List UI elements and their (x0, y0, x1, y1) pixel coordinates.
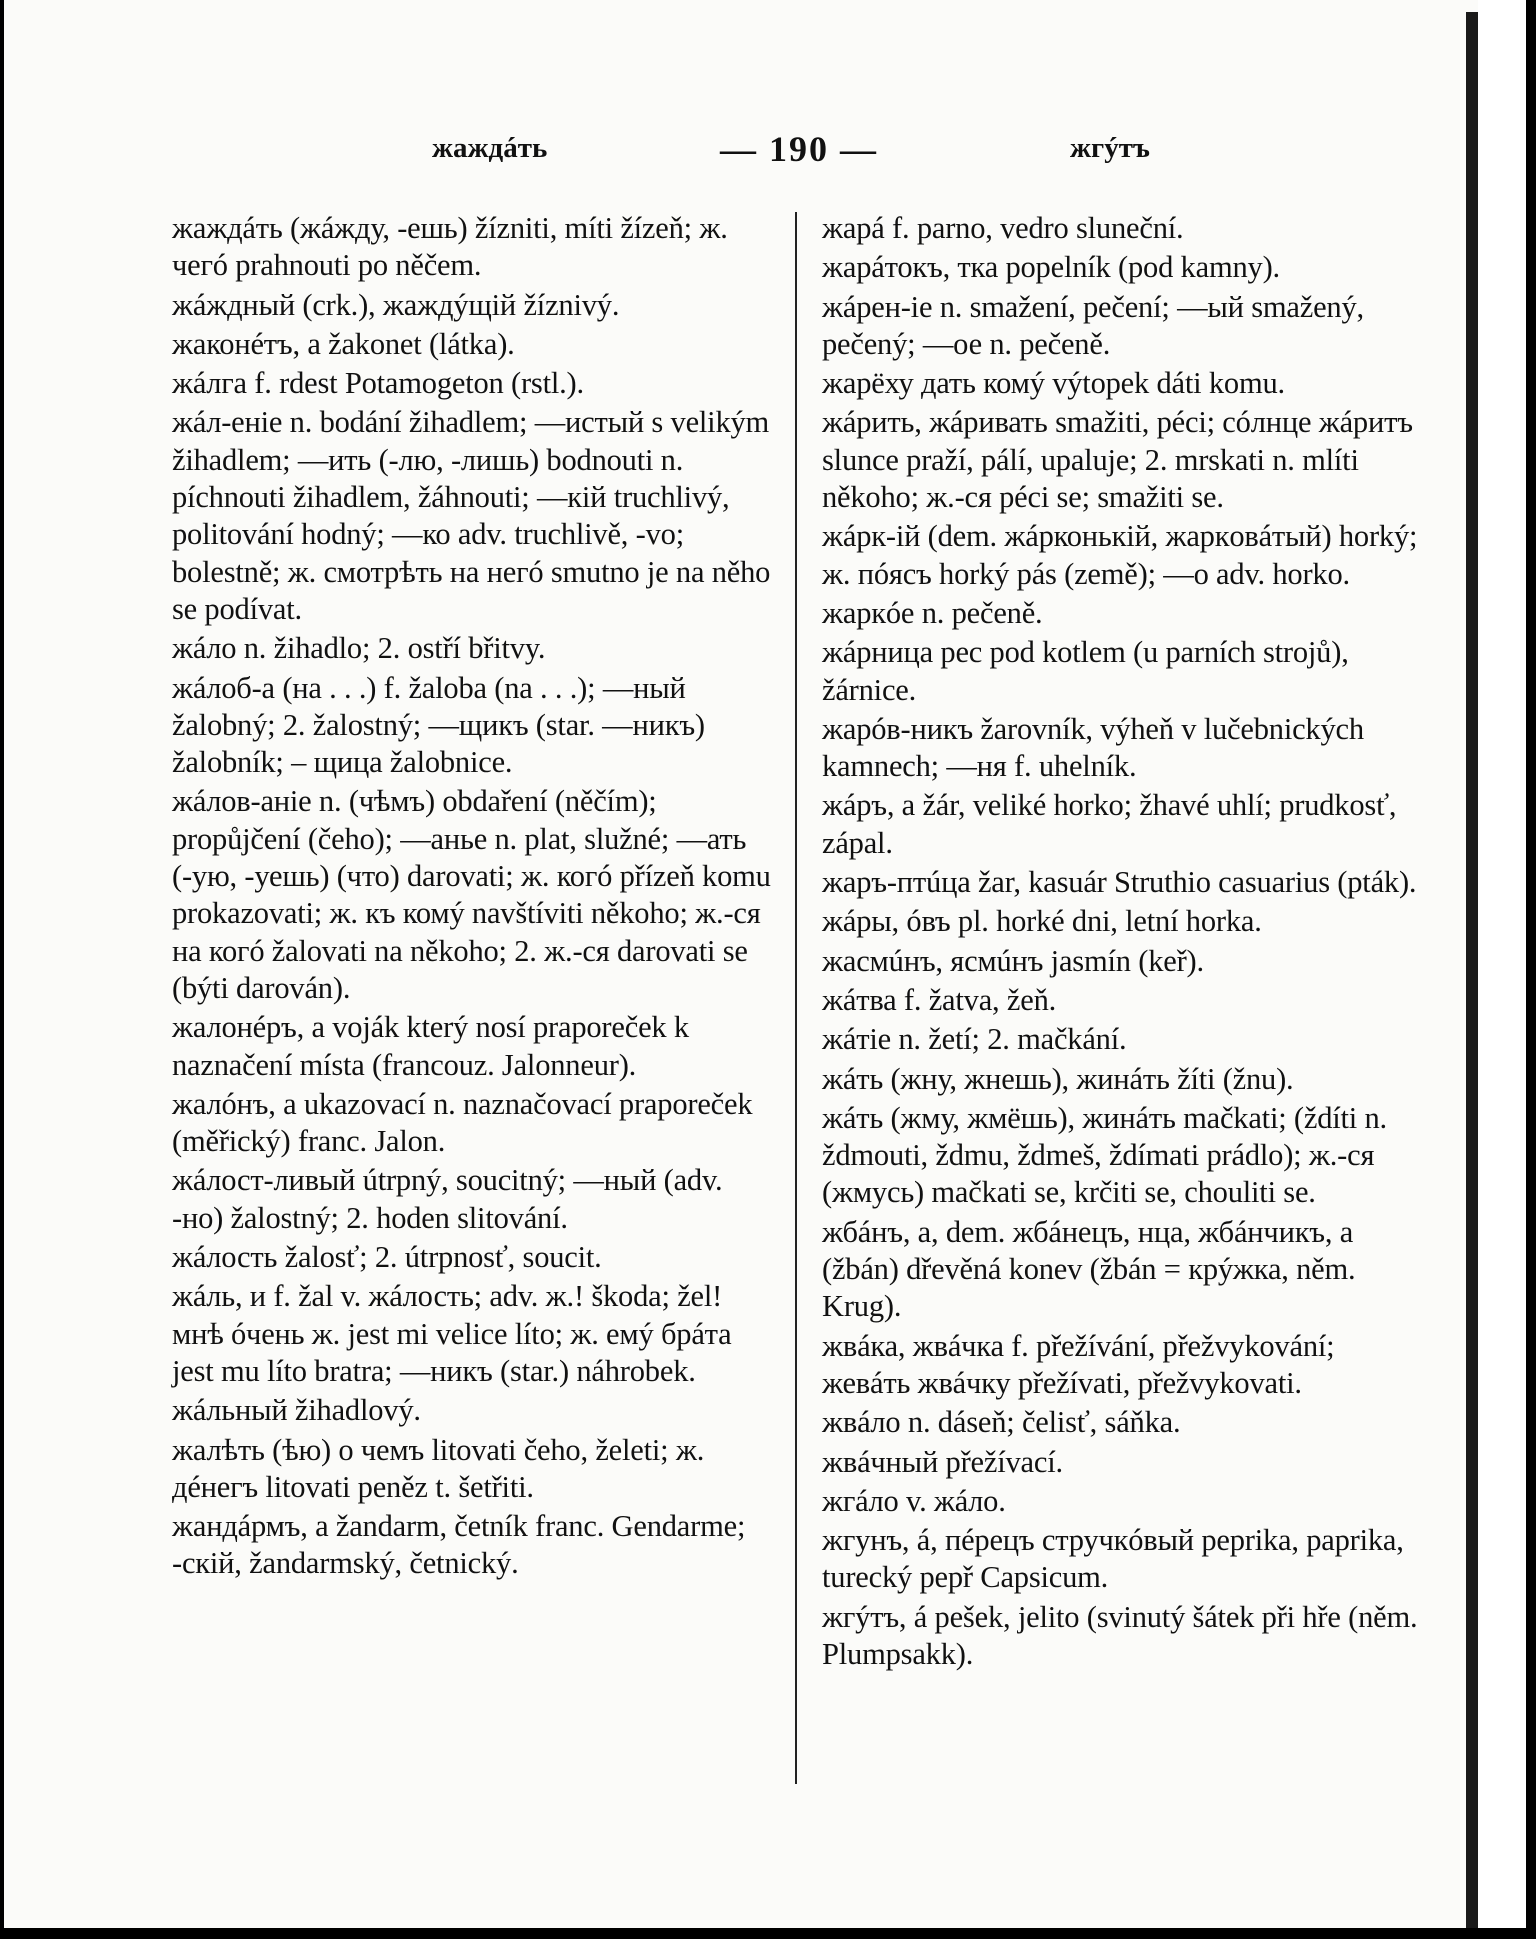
dictionary-entry: жáль, и f. žal v. жáлость; adv. ж.! škoda; žel! мнѣ óчень ж. jest mi velice líto; ж. емý брáта jest mu líto bratra; —никъ (star.) náhrobek. (172, 1279, 732, 1388)
dictionary-entry: жбáнъ, а, dem. жбáнецъ, нца, жбáнчикъ, а (žbán) dřevěná konev (žbán = крýжка, něm. Krug). (822, 1214, 1356, 1324)
dictionary-entry: жáрен-іе n. smažení, pečení; —ый smažený, pečený; —ое n. pečeně. (822, 289, 1364, 361)
dictionary-entry: жаконéтъ, а žakonet (látka). (172, 326, 515, 361)
dictionary-entry: жвáка, жвáчка f. přežívání, přežvykování; жевáть жвáчку přežívati, přežvykovati. (822, 1328, 1335, 1400)
dictionary-entry: жаръ-птúца žar, kasuár Struthio casuarius (pták). (822, 865, 1417, 900)
dictionary-entry: жáть (жну, жнешь), жинáть žíti (žnu). (822, 1061, 1294, 1096)
dictionary-entry: жгáло v. жáло. (822, 1483, 1006, 1518)
dictionary-entry: жáтіе n. žetí; 2. mačkání. (822, 1022, 1127, 1057)
dictionary-entry: жгунъ, á, пéрецъ стручкóвый peprika, paprika, turecký pepř Capsicum. (822, 1523, 1404, 1595)
right-column (822, 210, 1422, 1675)
running-header (4, 120, 1524, 180)
page-edge-shadow (1466, 12, 1478, 1928)
dictionary-entry: жаркóе n. pečeně. (822, 595, 1043, 630)
dictionary-page (4, 0, 1526, 1928)
dictionary-entry: жарóв-никъ žarovník, výheň v lučebnických kamnech; —ня f. uhelník. (822, 711, 1364, 784)
dictionary-entry: жарáтокъ, тка popelník (pod kamny). (822, 250, 1280, 285)
dictionary-entry: жáръ, а žár, veliké horko; žhavé uhlí; prudkosť, zápal. (822, 788, 1397, 860)
dictionary-entry: жалóнъ, а ukazovací n. naznačovací praporeček (měřický) franc. Jalon. (172, 1086, 753, 1159)
dictionary-entry: жалонéръ, а voják který nosí praporeček k naznačení místa (francouz. Jalonneur). (172, 1010, 689, 1082)
dictionary-entry: жáлост-ливый útrpný, soucitný; —ный (adv. -но) žalostný; 2. hoden slitování. (172, 1163, 723, 1235)
dictionary-entry: жандáрмъ, а žandarm, četník franc. Gendarme; -скій, žandarmský, četnický. (172, 1509, 746, 1581)
dictionary-entry: жáл-еніе n. bodání žihadlem; —истый s velikým žihadlem; —ить (-лю, -лишь) bodnouti n. píchnouti žihadlem, žáhnouti; —кій truchlivý, politování hodný; —ко adv. truchlivě, -vo; bolestně; ж. смотрѣть на негó smutno je na něho se podívat. (172, 405, 771, 626)
dictionary-entry: жáлость žalosť; 2. útrpnosť, soucit. (172, 1240, 602, 1275)
dictionary-entry: жалѣть (ѣю) о чемъ litovati čeho, želeti; ж. дéнегъ litovati peněz t. šetřiti. (172, 1432, 705, 1504)
dictionary-entry: жáрить, жáривать smažiti, péci; сóлнце жáритъ slunce praží, pálí, upaluje; 2. mrskati n. mlíti někoho; ж.-ся péci se; smažiti se. (822, 405, 1413, 515)
dictionary-entry: жвáло n. dáseň; čelisť, sáňka. (822, 1405, 1181, 1440)
dictionary-entry: жáлга f. rdest Potamogeton (rstl.). (172, 366, 584, 401)
dictionary-entry: жáрк-ій (dem. жáрконькій, жаркoвáтый) horký; ж. пóясъ horký pás (země); —о adv. horko. (822, 519, 1418, 591)
dictionary-entry: жарá f. parno, vedro sluneční. (822, 211, 1184, 245)
column-divider (795, 212, 797, 1784)
header-right-guide-word: жгýтъ (1070, 132, 1150, 164)
dictionary-entry: жáльный žihadlový. (172, 1393, 421, 1428)
dictionary-entry: жáлов-аніе n. (чѣмъ) obdaření (něčím); propůjčení (čeho); —анье n. plat, služné; —ать (-ую, -уешь) (что) darovati; ж. когó přízeň komu prokazovati; ж. къ комý navštíviti někoho; ж.-ся на когó žalovati na někoho; 2. ж.-ся darovati se (býti darován). (172, 784, 771, 1005)
dictionary-entry: жáждный (crk.), жаждýщій žíznivý. (172, 287, 620, 322)
page-number: — 190 — (720, 129, 878, 169)
dictionary-entry: жáрница pec pod kotlem (u parních strojů), žárnice. (822, 635, 1349, 707)
dictionary-entry: жарёху дать комý výtopek dáti komu. (822, 366, 1285, 401)
dictionary-entry: жáлоб-а (на . . .) f. žaloba (na . . .); —ный žalobný; 2. žalostný; —щикъ (star. —никъ) žalobník; – щица žalobnice. (172, 670, 705, 780)
dictionary-entry: жвáчный přežívací. (822, 1444, 1063, 1479)
dictionary-entry: жáры, óвъ pl. horké dni, letní horka. (822, 904, 1262, 939)
dictionary-entry: жасмúнъ, ясмúнъ jasmín (keř). (822, 943, 1204, 978)
dictionary-entry: жáтва f. žatva, žeň. (822, 982, 1057, 1017)
header-left-guide-word: жаждáть (432, 132, 548, 164)
dictionary-entry: жгýтъ, á pešek, jelito (svinutý šátek při hře (něm. Plumpsakk). (822, 1599, 1418, 1671)
dictionary-entry: жáло n. žihadlo; 2. ostří břitvy. (172, 631, 546, 666)
page-margin (1478, 0, 1526, 1928)
dictionary-entry: жаждáть (жáжду, -ешь) žízniti, míti žízeň; ж. чегó prahnouti po něčem. (172, 211, 728, 283)
left-column (172, 210, 772, 1585)
dictionary-entry: жáть (жму, жмёшь), жинáть mačkati; (ždíti n. ždmouti, ždmu, ždmeš, ždímati prádlo); ж.-ся (жмусь) mačkati se, krčiti se, chouliti se. (822, 1100, 1387, 1210)
